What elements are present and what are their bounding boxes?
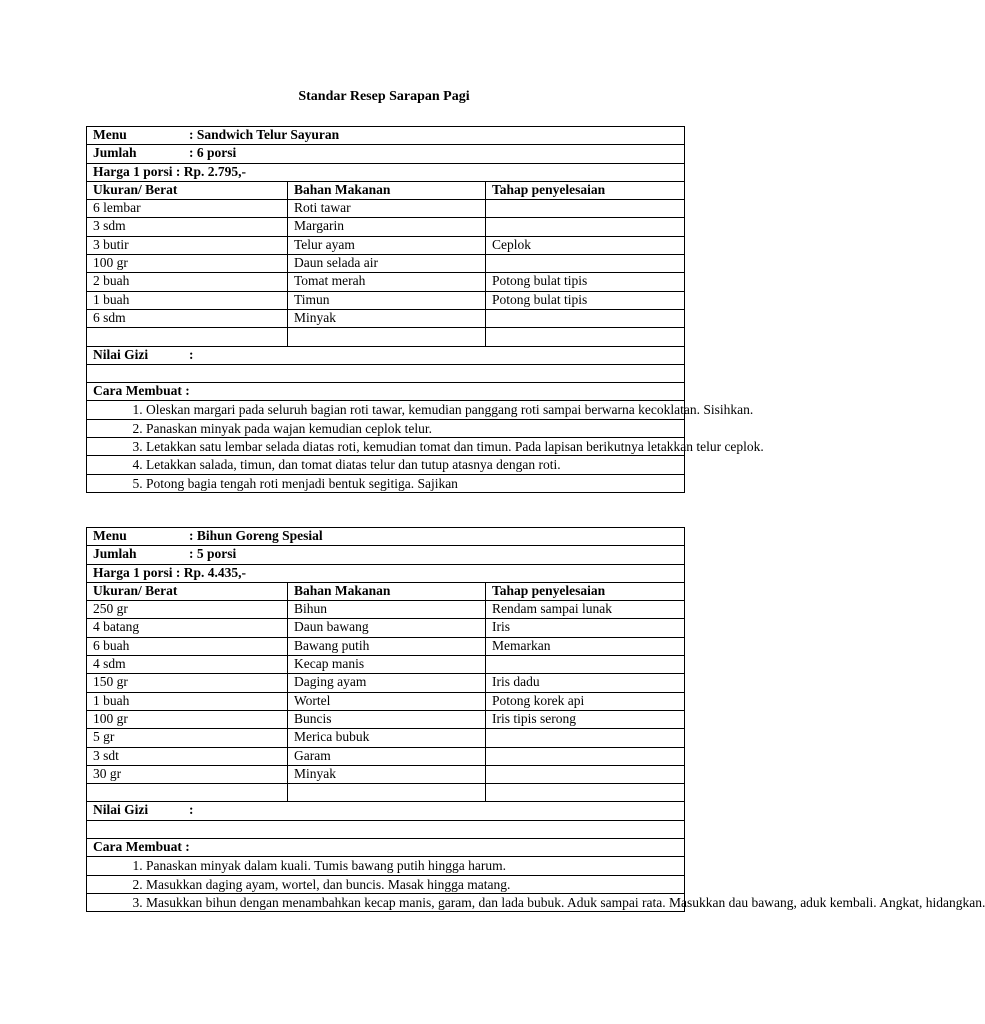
table-cell: Bawang putih [288, 637, 486, 655]
column-header: Tahap penyelesaian [486, 582, 685, 600]
table-cell: 4 sdm [87, 656, 288, 674]
table-row [87, 218, 685, 236]
table-cell [486, 747, 685, 765]
table-cell: 6 lembar [87, 200, 288, 218]
step-row [87, 875, 685, 893]
table-cell: Potong bulat tipis [486, 291, 685, 309]
table-cell: Tomat merah [288, 273, 486, 291]
table-row [87, 309, 685, 327]
table-row [87, 291, 685, 309]
step-item: 3. Letakkan satu lembar selada diatas roti, kemudian tomat dan timun. Pada lapisan berikutnya letakkan telur ceplok. [146, 438, 672, 455]
recipe-table [86, 527, 985, 912]
table-cell [486, 218, 685, 236]
table-row [87, 765, 685, 783]
table-row [87, 692, 685, 710]
table-cell: Iris tipis serong [486, 710, 685, 728]
page-title: Standar Resep Sarapan Pagi [298, 89, 470, 104]
table-cell [486, 656, 685, 674]
table-row [87, 729, 685, 747]
table-cell: Minyak [288, 309, 486, 327]
table-cell [486, 784, 685, 802]
table-cell: Potong korek api [486, 692, 685, 710]
step-item: 1. Panaskan minyak dalam kuali. Tumis bawang putih hingga harum. [146, 857, 672, 874]
table-cell [486, 328, 685, 346]
table-cell [288, 328, 486, 346]
table-cell: Rendam sampai lunak [486, 601, 685, 619]
table-cell: Iris [486, 619, 685, 637]
empty-row [87, 820, 685, 838]
menu-row [87, 528, 685, 546]
column-header: Ukuran/ Berat [87, 181, 288, 199]
table-row [87, 747, 685, 765]
table-cell: Memarkan [486, 637, 685, 655]
step-row [87, 456, 685, 474]
step-item: 2. Panaskan minyak pada wajan kemudian ceplok telur. [146, 420, 672, 437]
jumlah-value: : 5 porsi [189, 546, 237, 562]
step-item: 3. Masukkan bihun dengan menambahkan kecap manis, garam, dan lada bubuk. Aduk sampai rata. Masukkan dau bawang, aduk kembali. Angkat, hidangkan. [146, 894, 672, 911]
cara-membuat-label: Cara Membuat : [87, 383, 685, 401]
menu-value: : Bihun Goreng Spesial [189, 528, 323, 543]
table-cell [486, 729, 685, 747]
table-cell: 2 buah [87, 273, 288, 291]
table-cell: 150 gr [87, 674, 288, 692]
table-row [87, 200, 685, 218]
jumlah-row [87, 145, 685, 163]
table-cell: 30 gr [87, 765, 288, 783]
table-row [87, 637, 685, 655]
table-row [87, 236, 685, 254]
table-row [87, 674, 685, 692]
step-row [87, 419, 685, 437]
step-row [87, 857, 685, 875]
table-cell: Timun [288, 291, 486, 309]
table-row [87, 784, 685, 802]
table-row [87, 710, 685, 728]
step-item: 4. Letakkan salada, timun, dan tomat diatas telur dan tutup atasnya dengan roti. [146, 456, 672, 473]
table-cell [486, 200, 685, 218]
nilai-gizi-value: : [189, 802, 194, 818]
table-cell: 4 batang [87, 619, 288, 637]
table-cell: Iris dadu [486, 674, 685, 692]
step-row [87, 401, 754, 419]
harga-row: Harga 1 porsi : Rp. 4.435,- [87, 564, 685, 582]
table-cell: Telur ayam [288, 236, 486, 254]
table-cell: 1 buah [87, 291, 288, 309]
table-cell [87, 784, 288, 802]
table-cell [87, 328, 288, 346]
table-row [87, 656, 685, 674]
table-cell: Daun bawang [288, 619, 486, 637]
step-item: 2. Masukkan daging ayam, wortel, dan buncis. Masak hingga matang. [146, 876, 672, 893]
table-cell [486, 765, 685, 783]
column-header: Ukuran/ Berat [87, 582, 288, 600]
menu-value: : Sandwich Telur Sayuran [189, 127, 340, 142]
table-cell: 1 buah [87, 692, 288, 710]
menu-label: Menu [93, 528, 127, 543]
table-cell: Wortel [288, 692, 486, 710]
jumlah-label: Jumlah [93, 546, 137, 562]
step-row [87, 438, 764, 456]
column-header: Bahan Makanan [288, 181, 486, 199]
table-cell: Potong bulat tipis [486, 273, 685, 291]
nilai-gizi-value: : [189, 346, 194, 362]
menu-row [87, 127, 685, 145]
step-item: 5. Potong bagia tengah roti menjadi bentuk segitiga. Sajikan [146, 475, 672, 492]
table-row [87, 328, 685, 346]
table-cell [486, 309, 685, 327]
menu-label: Menu [93, 127, 127, 142]
nilai-gizi-row [87, 346, 685, 364]
column-header: Bahan Makanan [288, 582, 486, 600]
table-cell: 100 gr [87, 255, 288, 273]
table-cell: 250 gr [87, 601, 288, 619]
table-cell: 6 sdm [87, 309, 288, 327]
step-row [87, 474, 685, 492]
table-cell: Kecap manis [288, 656, 486, 674]
nilai-gizi-row [87, 802, 685, 820]
jumlah-value: : 6 porsi [189, 145, 237, 161]
table-cell: Daging ayam [288, 674, 486, 692]
table-cell: Margarin [288, 218, 486, 236]
nilai-gizi-label: Nilai Gizi [93, 802, 149, 818]
step-item: 1. Oleskan margari pada seluruh bagian roti tawar, kemudian panggang roti sampai berwarna kecoklatan. Sisihkan. [146, 401, 672, 418]
table-cell [288, 784, 486, 802]
step-row [87, 893, 985, 911]
empty-row [87, 364, 685, 382]
table-row [87, 255, 685, 273]
table-cell: 100 gr [87, 710, 288, 728]
table-cell: Ceplok [486, 236, 685, 254]
table-cell: Merica bubuk [288, 729, 486, 747]
column-header: Tahap penyelesaian [486, 181, 685, 199]
nilai-gizi-label: Nilai Gizi [93, 346, 149, 362]
table-row [87, 619, 685, 637]
table-cell: Buncis [288, 710, 486, 728]
table-cell: 3 sdm [87, 218, 288, 236]
table-cell: 5 gr [87, 729, 288, 747]
jumlah-label: Jumlah [93, 145, 137, 161]
harga-row: Harga 1 porsi : Rp. 2.795,- [87, 163, 685, 181]
table-cell: 3 butir [87, 236, 288, 254]
cara-membuat-label: Cara Membuat : [87, 839, 685, 857]
table-cell: 3 sdt [87, 747, 288, 765]
jumlah-row [87, 546, 685, 564]
table-cell: Roti tawar [288, 200, 486, 218]
table-cell: 6 buah [87, 637, 288, 655]
table-row [87, 273, 685, 291]
table-cell: Bihun [288, 601, 486, 619]
table-row [87, 601, 685, 619]
table-cell: Daun selada air [288, 255, 486, 273]
table-cell: Garam [288, 747, 486, 765]
recipe-table [86, 126, 764, 493]
table-cell [486, 255, 685, 273]
table-cell: Minyak [288, 765, 486, 783]
